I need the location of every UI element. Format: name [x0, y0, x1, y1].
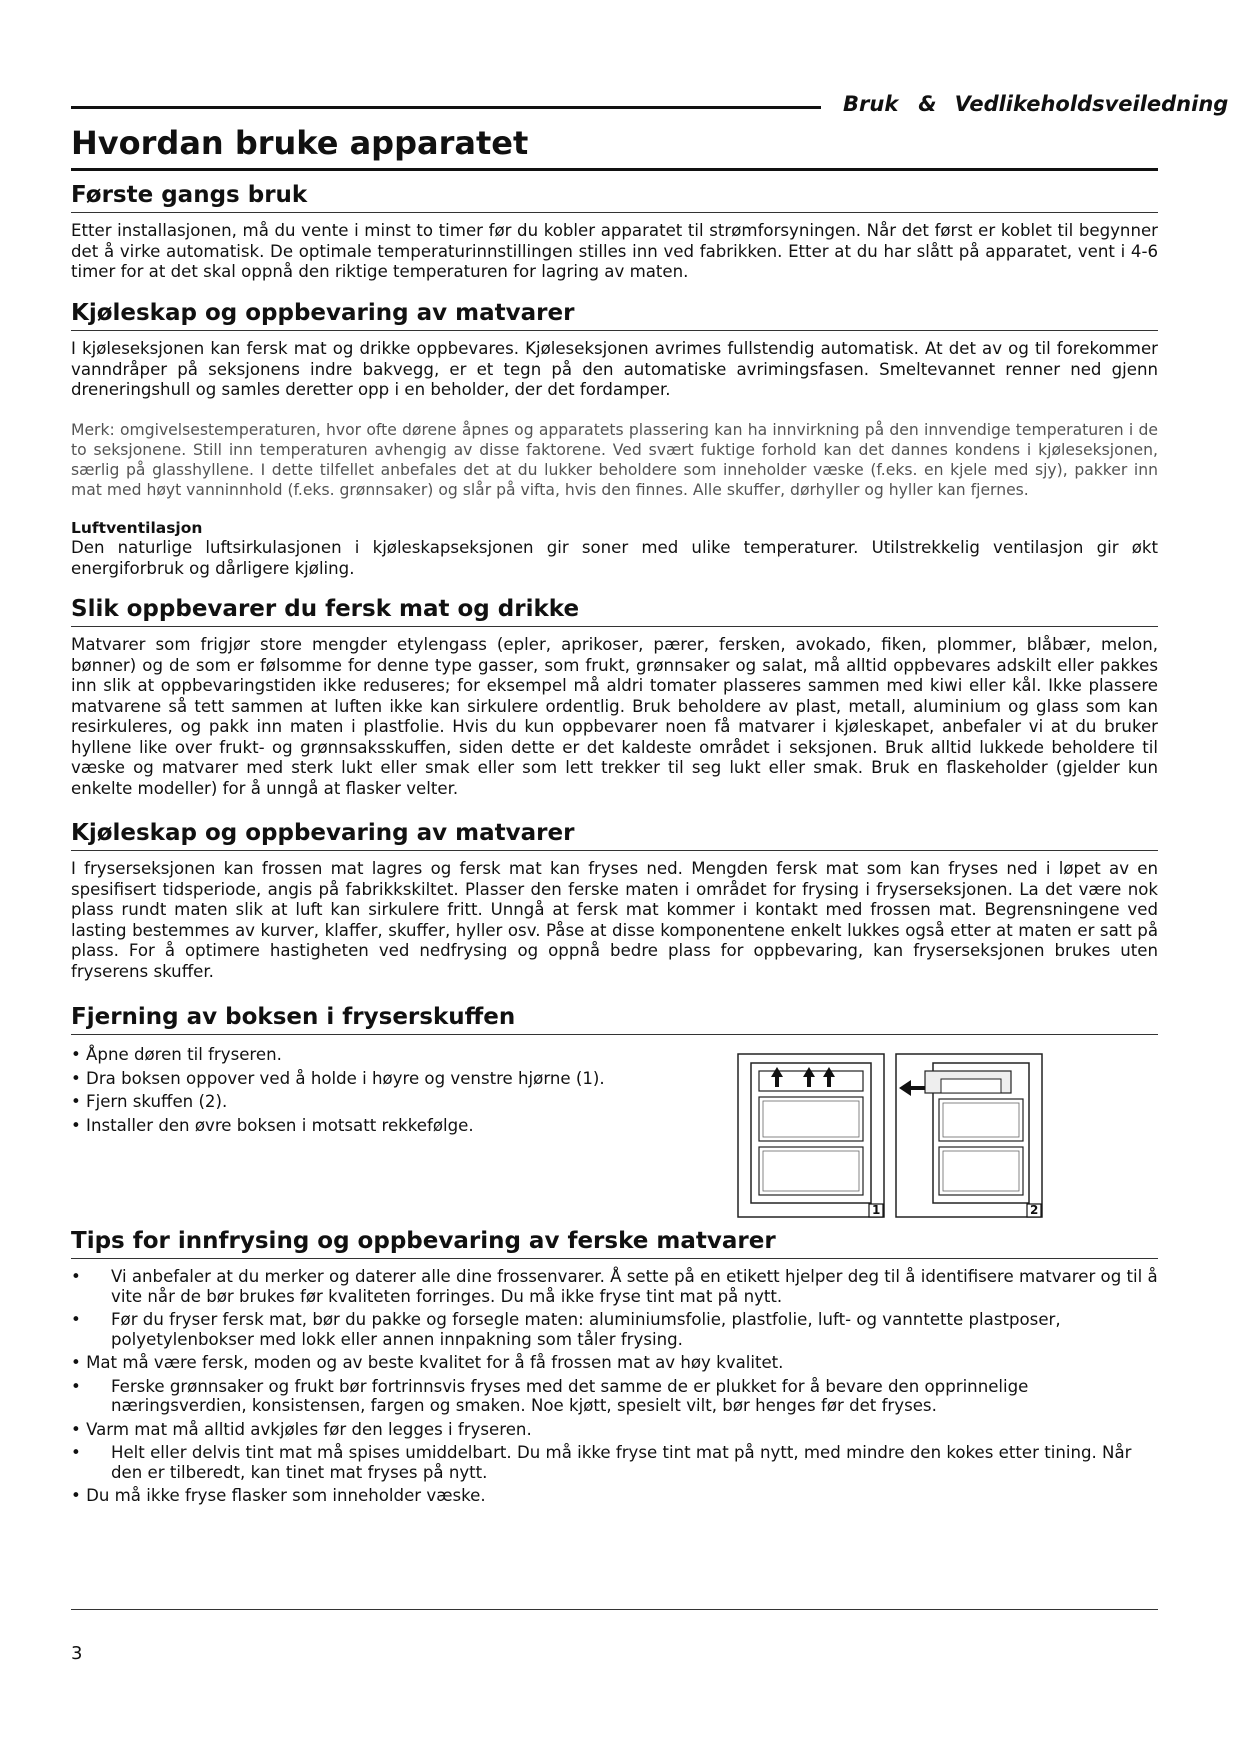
list-item: • Dra boksen oppover ved å holde i høyre og venstre hjørne (1).	[71, 1068, 605, 1088]
list-item: • Ferske grønnsaker og frukt bør fortrinnsvis fryses med det samme de er plukket for å bevare den opprinnelige næringsverdien, konsistensen, fargen og smaken. Noe kjøtt, spesielt vilt, bør henges før det fryses.	[71, 1377, 1158, 1416]
section-text: Matvarer som frigjør store mengder etylengass (epler, aprikoser, pærer, fersken, avokado, fiken, plommer, blåbær, melon, bønner) og de som er følsomme for denne type gasser, som frukt, grønnsaker og salat, må alltid oppbevares adskilt eller pakkes inn slik at oppbevaringstiden ikke reduseres; for eksempel må aldri tomater plasseres sammen med kiwi eller kål. Ikke plassere matvarene så tett sammen at luften ikke kan sirkulere ordentlig. Bruk beholdere av plast, metall, aluminium og glass som kan resirkuleres, og pakk inn maten i plastfolie. Hvis du kun oppbevarer noen få matvarer i kjøleskapet, anbefaler vi at du bruker hyllene like over frukt- og grønnsaksskuffen, siden dette er det kaldeste området i seksjonen. Bruk alltid lukkede beholdere til væske og matvarer med sterk lukt eller smak eller som lett trekker til seg lukt eller smak. Bruk en flaskeholder (gjelder kun enkelte modeller) for å unngå at flasker velter.	[71, 635, 1158, 798]
section-heading: Tips for innfrysing og oppbevaring av ferske matvarer	[71, 1226, 1158, 1259]
list-item	[71, 1486, 1158, 1506]
section-text: I kjøleseksjonen kan fersk mat og drikke oppbevares. Kjøleseksjonen avrimes fullstendig automatisk. At det av og til forekommer vanndråper på seksjonens indre bakvegg, er et tegn på den automatiske avrimingsfasen. Smeltevannet renner ned gjenn dreneringshull og samles deretter opp i en beholder, der det fordamper.	[71, 339, 1158, 399]
list-item: • Vi anbefaler at du merker og daterer alle dine frossenvarer. Å sette på en etikett hjelper deg til å identifisere matvarer og til å vite når de bør brukes før kvaliteten forringes. Du må ikke fryse tint mat på nytt.	[71, 1267, 1158, 1306]
list-item: • Før du fryser fersk mat, bør du pakke og forsegle maten: aluminiumsfolie, plastfolie, luft- og vanntette plastposer, polyetylenbokser med lokk eller annen innpakning som tåler frysing.	[71, 1310, 1158, 1349]
running-header	[843, 92, 1228, 116]
header-bruk: Bruk	[843, 92, 899, 116]
list-item: • Helt eller delvis tint mat må spises umiddelbart. Du må ikke fryse tint mat på nytt, med mindre den kokes etter tining. Når den er tilberedt, kan tinet mat fryses på nytt.	[71, 1443, 1158, 1482]
list-item: • Installer den øvre boksen i motsatt rekkefølge.	[71, 1115, 474, 1135]
page-number: 3	[71, 1643, 83, 1664]
list-item	[71, 1420, 1158, 1440]
section-first-use	[71, 180, 1158, 283]
tips-list	[71, 1267, 1158, 1506]
section-heading: Fjerning av boksen i fryserskuffen	[71, 1002, 1158, 1035]
illustrations	[737, 1053, 1043, 1218]
figure-number: 2	[1030, 1203, 1039, 1217]
subsection-ventilation	[71, 518, 1158, 579]
section-text: I fryserseksjonen kan frossen mat lagres og fersk mat kan fryses ned. Mengden fersk mat som kan fryses ned i løpet av en spesifisert tidsperiode, angis på fabrikkskiltet. Plasser den ferske maten i området for frysing i fryserseksjonen. La det være nok plass rundt maten slik at luft kan sirkulere fritt. Unngå at fersk mat kommer i kontakt med frossen mat. Begrensningene ved lasting bestemmes av kurver, klaffer, skuffer, hyller osv. Påse at disse komponentene enkelt lukkes også etter at maten er satt på plass. For å optimere hastigheten ved nedfrysing og oppnå bedre plass for oppbevaring, kan fryserseksjonen brukes uten fryserens skuffer.	[71, 859, 1158, 981]
section-heading: Kjøleskap og oppbevaring av matvarer	[71, 818, 1158, 851]
section-freezer-storage	[71, 818, 1158, 982]
figure-number: 1	[872, 1203, 881, 1217]
subsection-text: Den naturlige luftsirkulasjonen i kjøleskapseksjonen gir soner med ulike temperaturer. Utilstrekkelig ventilasjon gir økt energiforbruk og dårligere kjøling.	[71, 538, 1158, 578]
note-text: Merk: omgivelsestemperaturen, hvor ofte dørene åpnes og apparatets plassering kan ha innvirkning på den innvendige temperaturen i de to seksjonene. Still inn temperaturen avhengig av disse faktorene. Ved svært fuktige forhold kan det dannes kondens i kjøleseksjonen, særlig på glasshyllene. I dette tilfellet anbefales det at du lukker beholdere som inneholder væske (f.eks. en kjele med sjy), pakker inn mat med høyt vanninnhold (f.eks. grønnsaker) og slår på vifta, hvis den finnes. Alle skuffer, dørhyller og hyller kan fjernes.	[71, 421, 1158, 499]
section-heading: Slik oppbevarer du fersk mat og drikke	[71, 594, 1158, 627]
section-fresh-food	[71, 594, 1158, 799]
section-heading: Første gangs bruk	[71, 180, 1158, 213]
figure-2	[895, 1053, 1043, 1218]
section-heading: Kjøleskap og oppbevaring av matvarer	[71, 298, 1158, 331]
header-rule	[71, 106, 821, 109]
freezer-pull-drawer-illustration	[895, 1053, 1043, 1218]
subsection-heading: Luftventilasjon	[71, 519, 203, 537]
freezer-lift-box-illustration	[737, 1053, 885, 1218]
section-text: Etter installasjonen, må du vente i minst to timer før du kobler apparatet til strømforsyningen. Når det først er koblet til begynner det å virke automatisk. De optimale temperaturinnstillingen stilles inn ved fabrikken. Etter at du har slått på apparatet, vent i 4-6 timer for at det skal oppnå den riktige temperaturen for lagring av maten.	[71, 221, 1158, 281]
header-veiledning: Vedlikeholdsveiledning	[954, 92, 1229, 116]
title-rule	[71, 168, 1158, 171]
list-item-text: Du må ikke fryse flasker som inneholder væske.	[86, 1486, 486, 1505]
section-freezing-tips	[71, 1226, 1158, 1510]
list-item-text: Mat må være fersk, moden og av beste kvalitet for å få frossen mat av høy kvalitet.	[86, 1353, 784, 1372]
list-item: • Fjern skuffen (2).	[71, 1092, 228, 1111]
figure-1	[737, 1053, 885, 1218]
list-item-text: Varm mat må alltid avkjøles før den legges i fryseren.	[86, 1419, 532, 1439]
footer-rule	[71, 1609, 1158, 1610]
header-ampersand: &	[918, 92, 937, 116]
list-item: • Åpne døren til fryseren.	[71, 1045, 282, 1064]
page-title: Hvordan bruke apparatet	[71, 124, 529, 162]
section-fridge-storage	[71, 298, 1158, 401]
list-item	[71, 1353, 1158, 1373]
